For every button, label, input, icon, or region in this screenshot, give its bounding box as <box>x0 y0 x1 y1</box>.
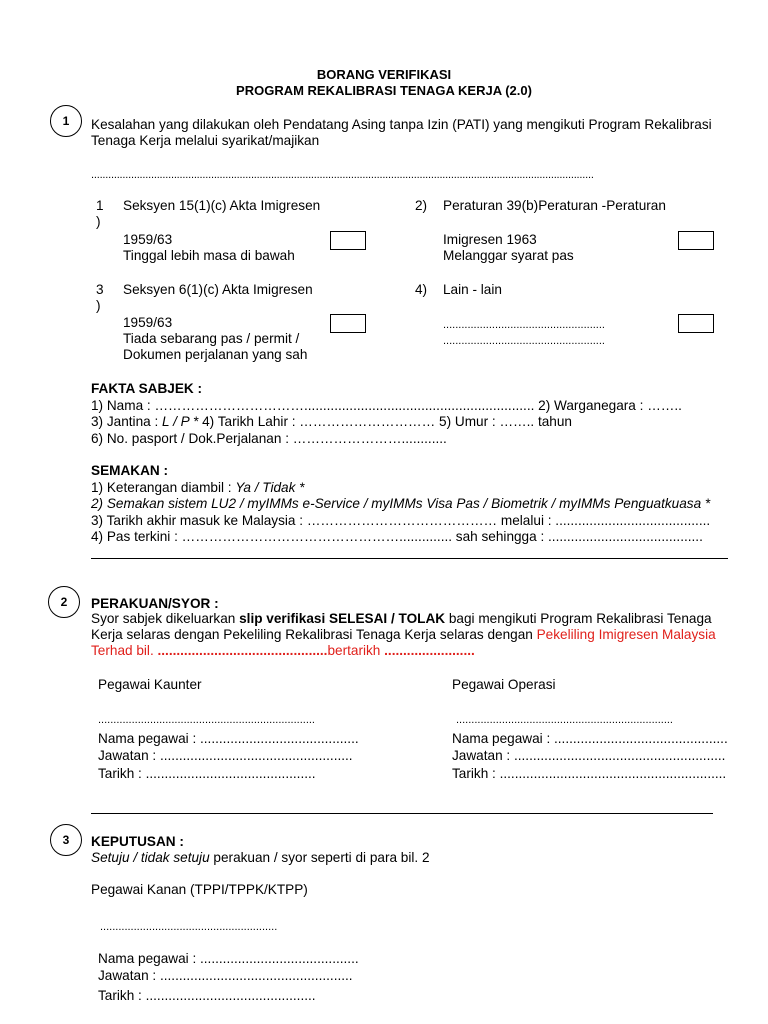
fakta-row-nama: 1) Nama : ……………………………............................................................. 2) Warganegara : …….. <box>91 398 682 413</box>
pegawai-kaunter-jawatan: Jawatan : ................................................... <box>98 748 353 763</box>
form-subtitle: PROGRAM REKALIBRASI TENAGA KERJA (2.0) <box>236 83 532 98</box>
offence-4-blank-1: ..................................................... <box>443 319 605 331</box>
offence-3-checkbox[interactable] <box>330 314 366 333</box>
offence-3-paren: ) <box>96 298 101 313</box>
form-title: BORANG VERIFIKASI <box>316 67 452 82</box>
divider-1 <box>91 558 728 559</box>
keputusan-line <box>91 850 430 866</box>
offence-1-act: 1959/63 <box>123 232 173 247</box>
offence-3-number: 3 <box>96 282 104 297</box>
fakta-row-pasport: 6) No. pasport / Dok.Perjalanan : ……………………............ <box>91 431 447 446</box>
pegawai-operasi-nama: Nama pegawai : .............................................. <box>452 731 728 746</box>
section-2-heading: PERAKUAN/SYOR : <box>91 596 219 611</box>
semakan-row-tarikh-masuk: 3) Tarikh akhir masuk ke Malaysia : …………………………………… melalui : ......................................... <box>91 513 711 528</box>
offence-2-act: Imigresen 1963 <box>443 232 537 247</box>
section-2-line3 <box>91 643 475 659</box>
fakta-heading: FAKTA SABJEK : <box>91 381 203 396</box>
syor-text-a: Syor sabjek dikeluarkan <box>91 611 240 626</box>
offence-2-checkbox[interactable] <box>678 231 714 250</box>
syor-text-c: bagi mengikuti Program Rekalibrasi Tenaga <box>445 611 712 626</box>
pegawai-kanan-signature: .......................................................... <box>100 921 278 933</box>
offence-3-act: 1959/63 <box>123 315 173 330</box>
sistem-label: 2) Semakan sistem <box>91 496 212 511</box>
keputusan-text: perakuan / syor seperti di para bil. 2 <box>209 850 430 865</box>
offence-4-blank-2: ..................................................... <box>443 335 605 347</box>
pegawai-operasi-title: Pegawai Operasi <box>452 677 556 692</box>
pegawai-kanan-nama: Nama pegawai : .......................................... <box>98 951 359 966</box>
semakan-row-sistem <box>91 496 710 512</box>
semakan-heading: SEMAKAN : <box>91 463 169 478</box>
semakan-row-pas-terkini: 4) Pas terkini : ………………………………………….............. sah sehingga : ......................................... <box>91 529 703 544</box>
pegawai-kanan-title: Pegawai Kanan (TPPI/TPPK/KTPP) <box>91 882 308 897</box>
syor-slip-status: slip verifikasi SELESAI / TOLAK <box>239 611 446 626</box>
pekeliling-text: Kerja selaras dengan Pekeliling Rekalibrasi Tenaga Kerja selaras dengan <box>91 627 537 642</box>
offence-1-desc: Tinggal lebih masa di bawah <box>123 248 295 263</box>
offence-1-title: Seksyen 15(1)(c) Akta Imigresen <box>123 198 321 213</box>
offence-4-title: Lain - lain <box>443 282 502 297</box>
section-1-number: 1 <box>50 105 82 137</box>
offence-2-desc: Melanggar syarat pas <box>443 248 574 263</box>
jantina-label: 3) Jantina : <box>91 414 163 429</box>
offence-4-checkbox[interactable] <box>678 314 714 333</box>
offence-3-title: Seksyen 6(1)(c) Akta Imigresen <box>123 282 313 297</box>
terhad-bil-label: Terhad bil. <box>91 643 158 658</box>
offence-1-number: 1 <box>96 198 104 213</box>
offence-3-desc2: Dokumen perjalanan yang sah <box>123 347 308 362</box>
bertarikh-label: bertarikh <box>327 643 385 658</box>
keputusan-options: Setuju / tidak setuju <box>91 850 210 865</box>
offence-3-desc: Tiada sebarang pas / permit / <box>123 331 300 346</box>
pegawai-kaunter-signature: ....................................................................... <box>98 714 315 726</box>
pekeliling-imigresen-text: Pekeliling Imigresen Malaysia <box>536 627 716 642</box>
offence-4-number: 4) <box>415 282 428 297</box>
pegawai-kaunter-title: Pegawai Kaunter <box>98 677 202 692</box>
tarikh-lahir-umur: 4) Tarikh Lahir : ………………………… 5) Umur : …….. tahun <box>198 414 572 429</box>
offence-1-paren: ) <box>96 214 101 229</box>
fakta-row-jantina <box>91 414 572 430</box>
pegawai-operasi-tarikh: Tarikh : ............................................................ <box>452 766 727 781</box>
section-3-heading: KEPUTUSAN : <box>91 834 184 849</box>
keterangan-options: Ya / Tidak * <box>235 480 305 495</box>
offence-1-checkbox[interactable] <box>330 231 366 250</box>
sistem-options: LU2 / myIMMs e-Service / myIMMs Visa Pas / Biometrik / myIMMs Penguatkuasa * <box>211 496 711 511</box>
terhad-bil-blank: ............................................. <box>157 643 328 658</box>
section-2-line2 <box>91 627 716 643</box>
pegawai-kaunter-tarikh: Tarikh : ............................................. <box>98 766 316 781</box>
divider-2 <box>91 813 713 814</box>
semakan-row-keterangan <box>91 480 304 496</box>
section-2-line1 <box>91 611 712 627</box>
section-1-intro-line2: Tenaga Kerja melalui syarikat/majikan <box>91 133 320 148</box>
section-1-intro-line1: Kesalahan yang dilakukan oleh Pendatang Asing tanpa Izin (PATI) yang mengikuti Program Rekalibrasi <box>91 117 712 132</box>
pegawai-operasi-jawatan: Jawatan : ........................................................ <box>452 748 726 763</box>
pegawai-kanan-jawatan: Jawatan : ................................................... <box>98 968 353 983</box>
jantina-options: L / P * <box>162 414 199 429</box>
pegawai-kanan-tarikh: Tarikh : ............................................. <box>98 988 316 1003</box>
section-1-dotted-line: ................................................................................................................................................................................ <box>91 169 594 181</box>
bertarikh-blank: ........................ <box>384 643 475 658</box>
pegawai-operasi-signature: ....................................................................... <box>456 714 673 726</box>
pegawai-kaunter-nama: Nama pegawai : .......................................... <box>98 731 359 746</box>
offence-2-number: 2) <box>415 198 428 213</box>
section-3-number: 3 <box>50 824 82 856</box>
keterangan-label: 1) Keterangan diambil : <box>91 480 236 495</box>
offence-2-title: Peraturan 39(b)Peraturan -Peraturan <box>443 198 666 213</box>
section-2-number: 2 <box>48 586 80 618</box>
